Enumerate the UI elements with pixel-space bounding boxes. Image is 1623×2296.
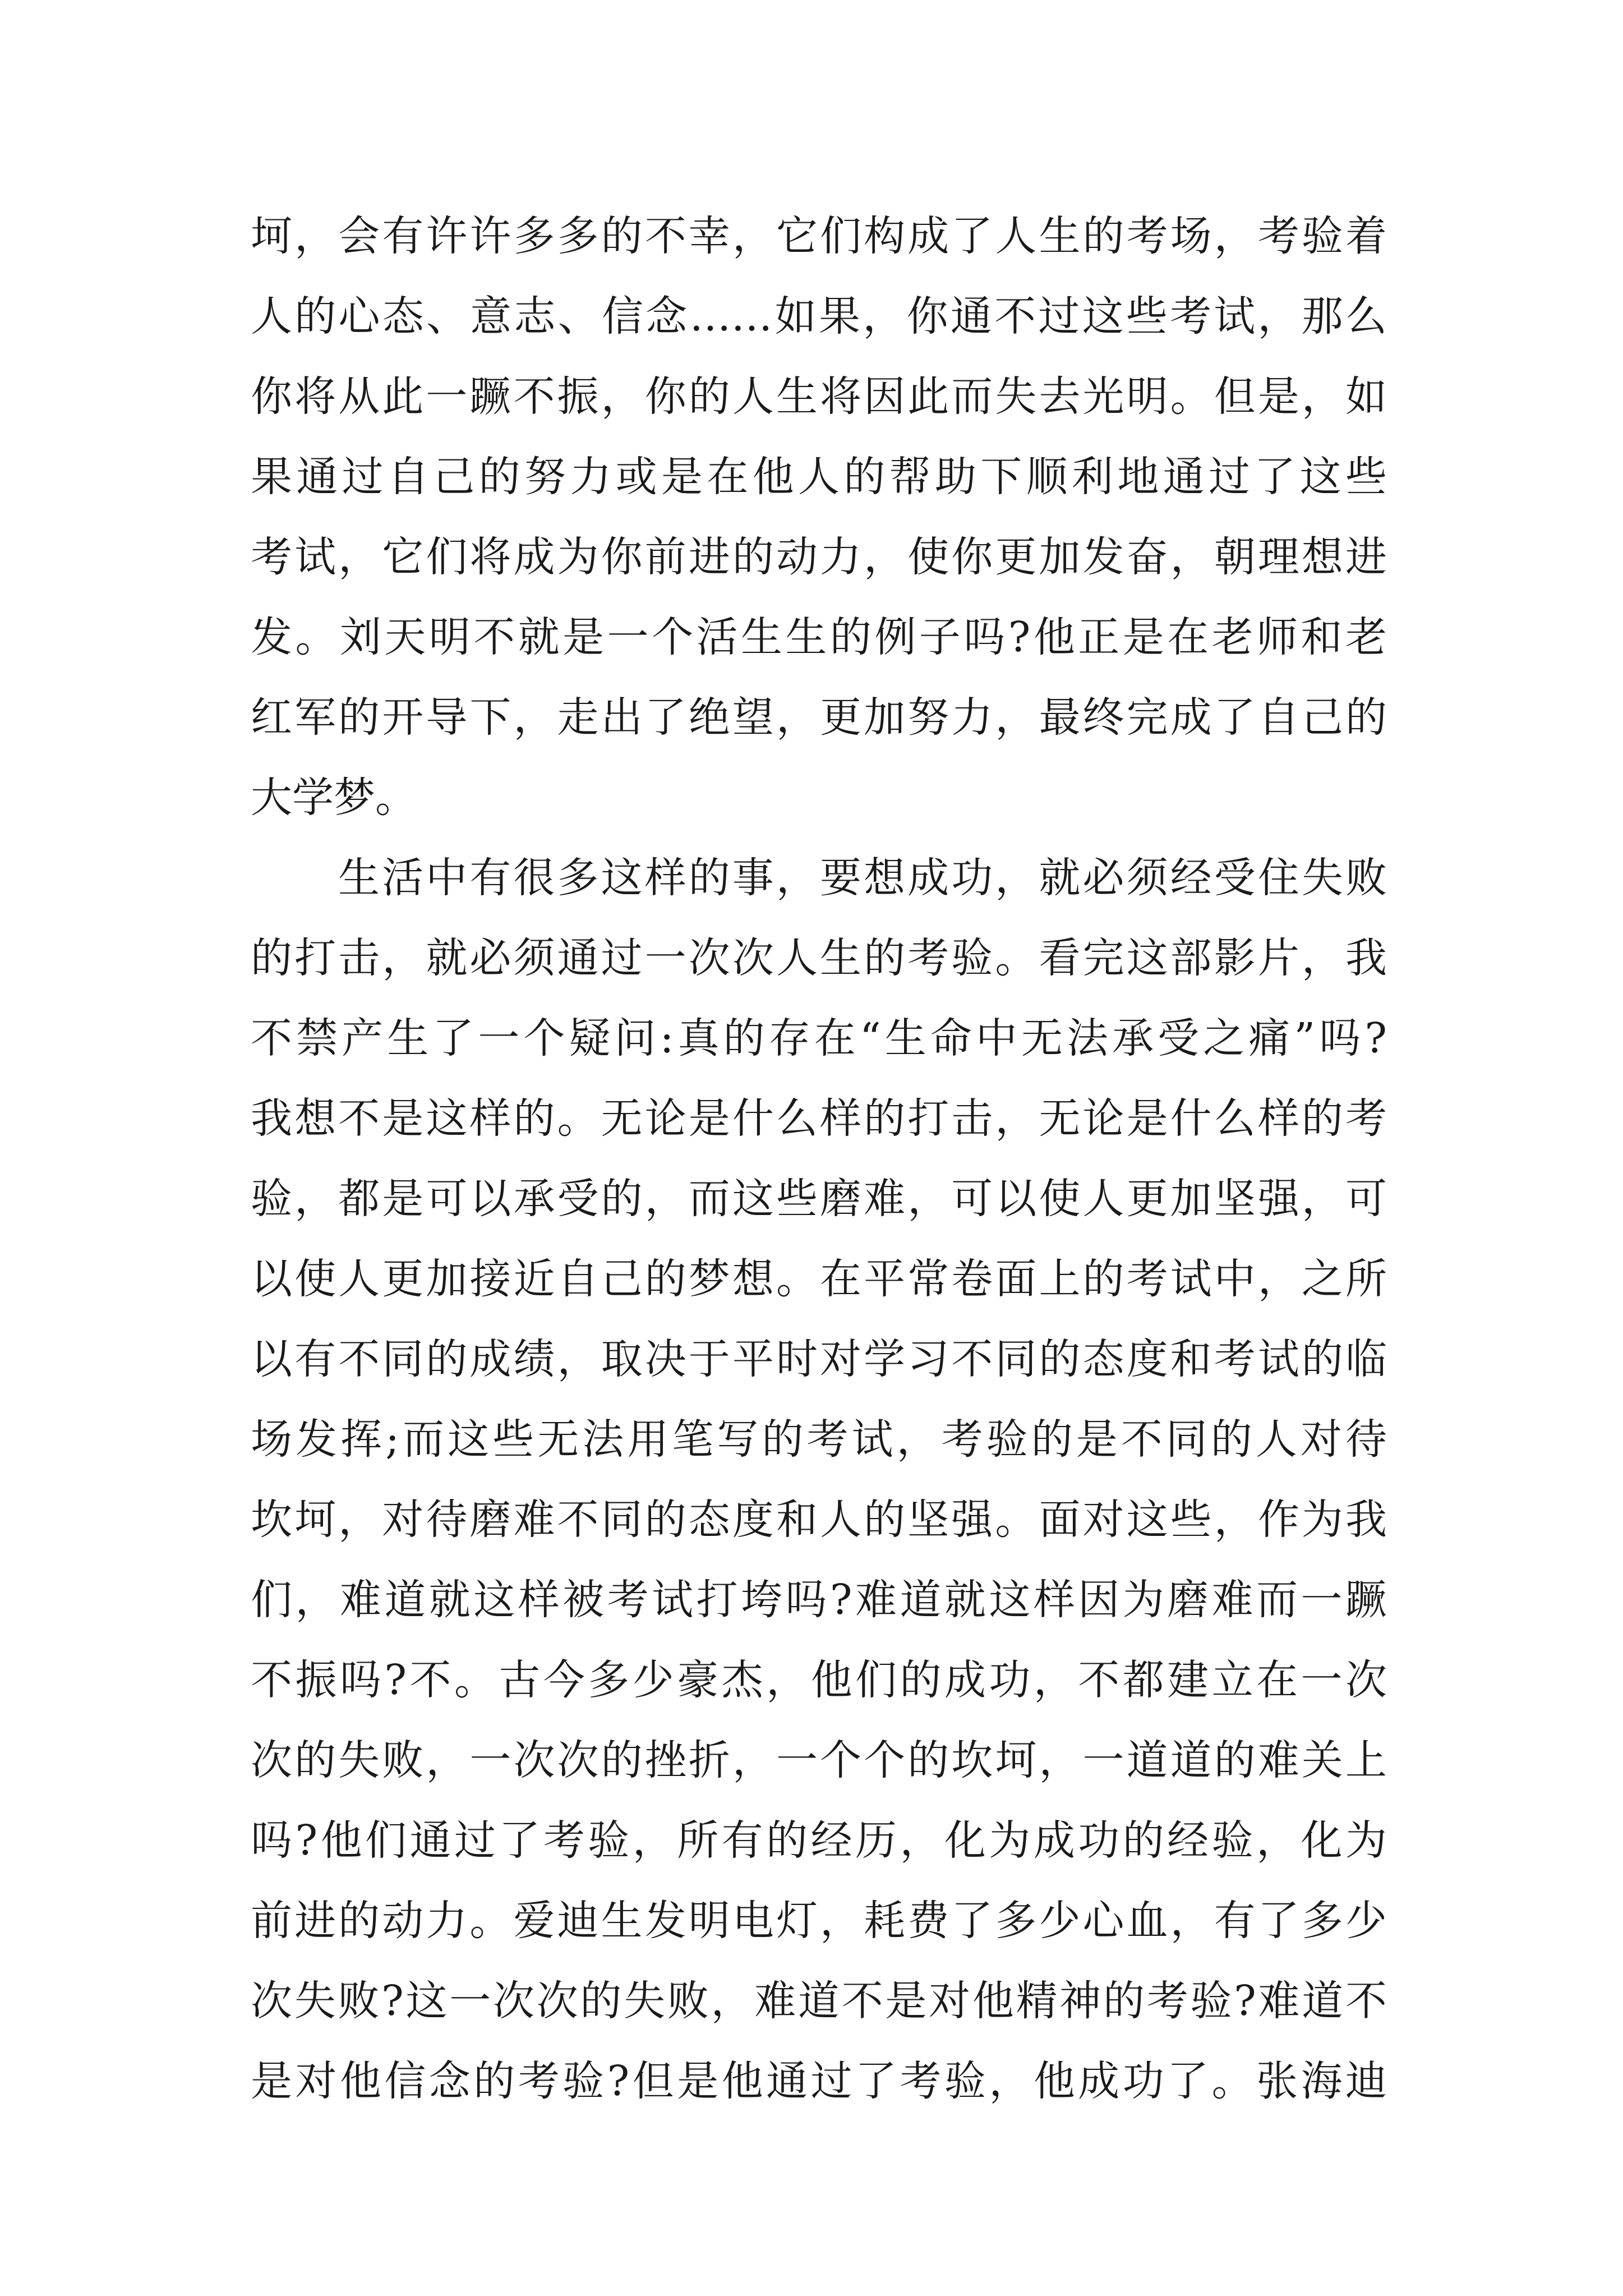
text-line: 的打击，就必须通过一次次人生的考验。看完这部影片，我 bbox=[251, 934, 1387, 982]
text-line: 不禁产生了一个疑问:真的存在“生命中无法承受之痛”吗? bbox=[251, 1014, 1387, 1062]
text-line: 们，难道就这样被考试打垮吗?难道就这样因为磨难而一蹶 bbox=[251, 1576, 1387, 1624]
paragraph-2 bbox=[251, 838, 1387, 2122]
text-line: 红军的开导下，走出了绝望，更加努力，最终完成了自己的 bbox=[251, 693, 1387, 742]
text-line: 我想不是这样的。无论是什么样的打击，无论是什么样的考 bbox=[251, 1094, 1387, 1143]
text-line: 人的心态、意志、信念……如果，你通不过这些考试，那么 bbox=[251, 292, 1387, 341]
text-line: 生活中有很多这样的事，要想成功，就必须经受住失败 bbox=[338, 854, 1387, 902]
text-line: 前进的动力。爱迪生发明电灯，耗费了多少心血，有了多少 bbox=[251, 1897, 1387, 1945]
text-line: 发。刘天明不就是一个活生生的例子吗?他正是在老师和老 bbox=[251, 613, 1387, 661]
text-line: 以有不同的成绩，取决于平时对学习不同的态度和考试的临 bbox=[251, 1335, 1387, 1383]
text-line: 果通过自己的努力或是在他人的帮助下顺利地通过了这些 bbox=[251, 453, 1387, 501]
text-line: 不振吗?不。古今多少豪杰，他们的成功，不都建立在一次 bbox=[251, 1656, 1387, 1704]
text-line: 验，都是可以承受的，而这些磨难，可以使人更加坚强，可 bbox=[251, 1175, 1387, 1223]
text-line: 次的失败，一次次的挫折，一个个的坎坷，一道道的难关上 bbox=[251, 1736, 1387, 1784]
text-line: 次失败?这一次次的失败，难道不是对他精神的考验?难道不 bbox=[251, 1977, 1387, 2025]
text-line: 以使人更加接近自己的梦想。在平常卷面上的考试中，之所 bbox=[251, 1255, 1387, 1303]
text-line: 考试，它们将成为你前进的动力，使你更加发奋，朝理想进 bbox=[251, 533, 1387, 581]
text-line: 你将从此一蹶不振，你的人生将因此而失去光明。但是，如 bbox=[251, 372, 1387, 421]
paragraph-1 bbox=[251, 196, 1387, 838]
text-line: 是对他信念的考验?但是他通过了考验，他成功了。张海迪 bbox=[251, 2057, 1387, 2105]
text-line: 坷，会有许许多多的不幸，它们构成了人生的考场，考验着 bbox=[251, 212, 1387, 260]
text-line: 坎坷，对待磨难不同的态度和人的坚强。面对这些，作为我 bbox=[251, 1496, 1387, 1544]
text-line: 吗?他们通过了考验，所有的经历，化为成功的经验，化为 bbox=[251, 1816, 1387, 1865]
text-line: 大学梦。 bbox=[251, 774, 417, 822]
text-line: 场发挥;而这些无法用笔写的考试，考验的是不同的人对待 bbox=[251, 1415, 1387, 1464]
document-page bbox=[251, 196, 1387, 2122]
